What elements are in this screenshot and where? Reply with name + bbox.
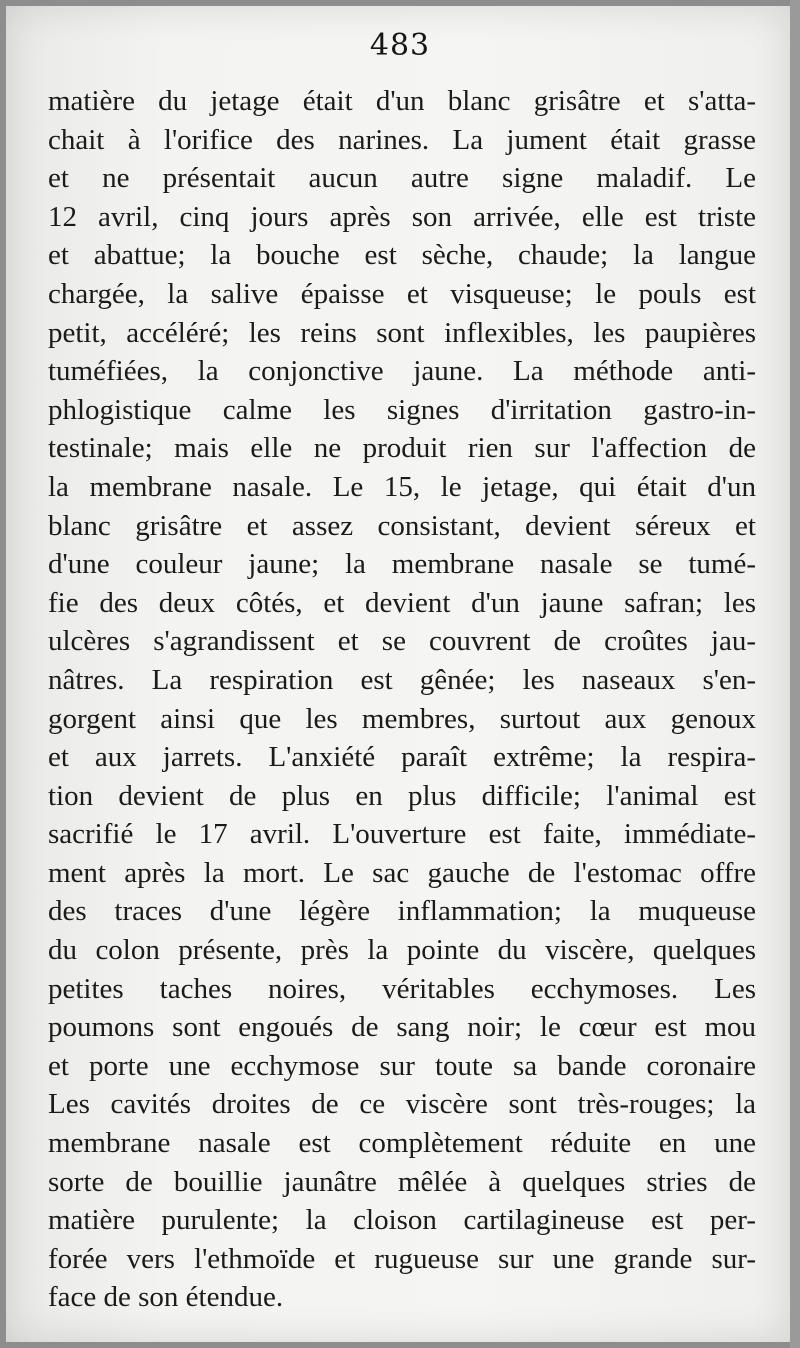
text-line: forée vers l'ethmoïde et rugueuse sur une grande sur- [48, 1242, 756, 1275]
text-line: du colon présente, près la pointe du viscère, quelques [48, 934, 756, 967]
text-line: des traces d'une légère inflammation; la muqueuse [48, 895, 756, 928]
page-edge-shadow [790, 0, 800, 1348]
text-line: sorte de bouillie jaunâtre mêlée à quelques stries de [48, 1165, 756, 1198]
text-line: matière purulente; la cloison cartilagineuse est per- [48, 1204, 756, 1237]
text-line: et ne présentait aucun autre signe maladif. Le [48, 162, 756, 195]
page-number: 483 [369, 28, 431, 63]
text-line: fie des deux côtés, et devient d'un jaune safran; les [48, 586, 756, 619]
text-line: ment après la mort. Le sac gauche de l'estomac offre [48, 856, 756, 889]
text-line: et porte une ecchymose sur toute sa bande coronaire [48, 1049, 756, 1082]
text-line: poumons sont engoués de sang noir; le cœur est mou [48, 1011, 756, 1044]
text-line: ulcères s'agrandissent et se couvrent de croûtes jau- [48, 625, 756, 658]
text-line: chait à l'orifice des narines. La jument était grasse [48, 123, 756, 156]
text-line: petit, accéléré; les reins sont inflexibles, les paupières [48, 316, 756, 349]
text-line: tuméfiées, la conjonctive jaune. La méthode anti- [48, 355, 756, 388]
text-line: 12 avril, cinq jours après son arrivée, elle est triste [48, 200, 756, 233]
text-line: phlogistique calme les signes d'irritation gastro-in- [48, 393, 756, 426]
text-line: nâtres. La respiration est gênée; les naseaux s'en- [48, 663, 756, 696]
text-line: blanc grisâtre et assez consistant, devient séreux et [48, 509, 756, 542]
text-line: et abattue; la bouche est sèche, chaude; la langue [48, 239, 756, 272]
text-line: et aux jarrets. L'anxiété paraît extrême; la respira- [48, 741, 756, 774]
text-line: membrane nasale est complètement réduite en une [48, 1127, 756, 1160]
text-line: chargée, la salive épaisse et visqueuse; le pouls est [48, 277, 756, 310]
text-line: Les cavités droites de ce viscère sont très-rouges; la [48, 1088, 756, 1121]
text-line: sacrifié le 17 avril. L'ouverture est faite, immédiate- [48, 818, 756, 851]
text-line: testinale; mais elle ne produit rien sur l'affection de [48, 432, 756, 465]
text-line: petites taches noires, véritables ecchymoses. Les [48, 972, 756, 1005]
text-line-last: face de son étendue. [48, 1281, 284, 1314]
text-line: d'une couleur jaune; la membrane nasale se tumé- [48, 548, 756, 581]
text-line: tion devient de plus en plus difficile; l'animal est [48, 779, 756, 812]
text-line: gorgent ainsi que les membres, surtout aux genoux [48, 702, 756, 735]
text-line: la membrane nasale. Le 15, le jetage, qui était d'un [48, 470, 756, 503]
text-line: matière du jetage était d'un blanc grisâtre et s'atta- [48, 85, 756, 117]
body-text [48, 82, 756, 1317]
